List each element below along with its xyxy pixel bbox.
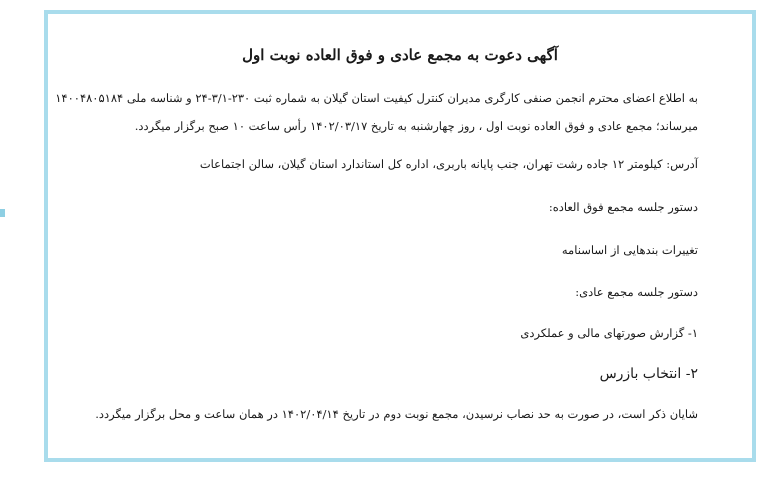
left-edge-marker — [0, 209, 5, 217]
intro-line-2: میرساند؛ مجمع عادی و فوق العاده نوبت اول ، روز چهارشنبه به تاریخ ۱۴۰۲/۰۳/۱۷ رأس ساعت ۱۰ صبح برگزار میگردد. — [134, 119, 698, 133]
notice-title: آگهی دعوت به مجمع عادی و فوق العاده نوبت اول — [242, 46, 558, 64]
address-line: آدرس: کیلومتر ۱۲ جاده رشت تهران، جنب پایانه باربری، اداره کل استاندارد استان گیلان، سالن اجتماعات — [199, 157, 698, 171]
intro-line-1: به اطلاع اعضای محترم انجمن صنفی کارگری مدیران کنترل کیفیت استان گیلان به شماره ثبت ۲۳۰-۳/۱-۲۴ و شناسه ملی ۱۴۰۰۴۸۰۵۱۸۴ — [55, 91, 698, 105]
ordinary-agenda-item-2: ۲- انتخاب بازرس — [599, 366, 698, 382]
notice-frame — [44, 10, 756, 462]
ordinary-agenda-heading: دستور جلسه مجمع عادی: — [575, 285, 698, 299]
closing-note: شایان ذکر است، در صورت به حد نصاب نرسیدن، مجمع نوبت دوم در تاریخ ۱۴۰۲/۰۴/۱۴ در همان ساعت و محل برگزار میگردد. — [95, 407, 698, 421]
extraordinary-agenda-item: تغییرات بندهایی از اساسنامه — [561, 243, 698, 257]
ordinary-agenda-item-1: ۱- گزارش صورتهای مالی و عملکردی — [520, 326, 698, 340]
extraordinary-agenda-heading: دستور جلسه مجمع فوق العاده: — [548, 200, 698, 214]
